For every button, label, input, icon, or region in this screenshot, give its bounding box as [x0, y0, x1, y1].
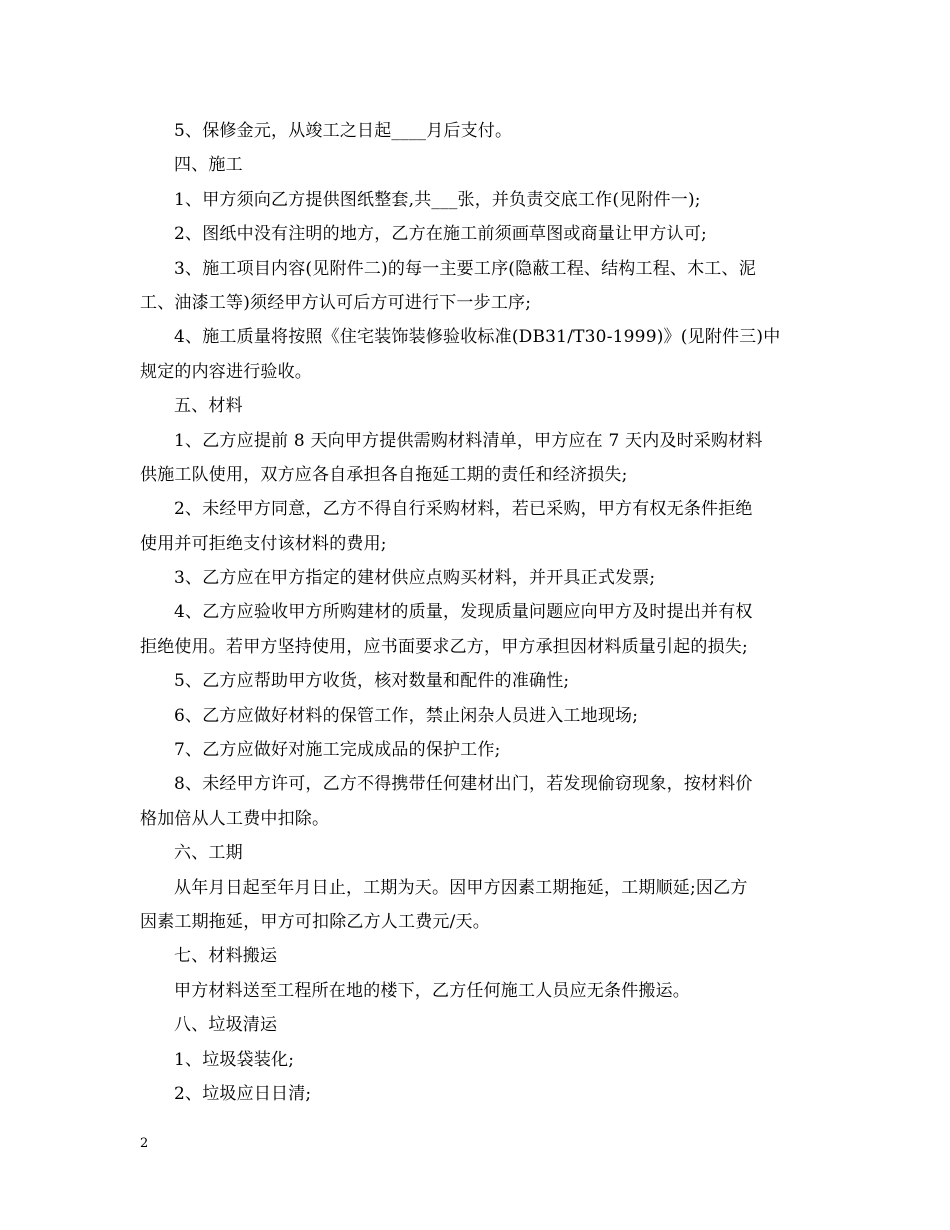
text-line: 2、图纸中没有注明的地方，乙方在施工前须画草图或商量让甲方认可; — [174, 224, 707, 245]
text-line: 5、乙方应帮助甲方收货，核对数量和配件的准确性; — [174, 671, 570, 692]
text-line: 规定的内容进行验收。 — [140, 361, 312, 382]
text-line: 1、乙方应提前 8 天向甲方提供需购材料清单，甲方应在 7 天内及时采购材料 — [174, 430, 763, 451]
text-line: 格加倍从人工费中扣除。 — [140, 808, 330, 829]
page-number: 2 — [140, 1136, 149, 1151]
text-line: 2、垃圾应日日清; — [174, 1083, 312, 1104]
text-line: 4、施工质量将按照《住宅装饰装修验收标准(DB31/T30-1999)》(见附件三)中 — [174, 327, 781, 348]
text-line: 3、乙方应在甲方指定的建材供应点购买材料，并开具正式发票; — [174, 568, 656, 589]
text-line: 1、甲方须向乙方提供图纸整套,共___张，并负责交底工作(见附件一); — [174, 189, 701, 210]
text-line: 从年月日起至年月日止，工期为天。因甲方因素工期拖延，工期顺延;因乙方 — [174, 877, 748, 898]
text-line: 甲方材料送至工程所在地的楼下，乙方任何施工人员应无条件搬运。 — [174, 980, 690, 1001]
text-line: 六、工期 — [174, 843, 243, 864]
text-line: 五、材料 — [174, 396, 243, 417]
text-line: 5、保修金元，从竣工之日起____月后支付。 — [174, 121, 513, 141]
text-line: 供施工队使用，双方应各自承担各自拖延工期的责任和经济损失; — [140, 464, 628, 485]
text-line: 8、未经甲方许可，乙方不得携带任何建材出门，若发现偷窃现象，按材料价 — [174, 774, 753, 795]
text-line: 6、乙方应做好材料的保管工作，禁止闲杂人员进入工地现场; — [174, 705, 639, 726]
text-line: 八、垃圾清运 — [174, 1015, 278, 1036]
text-line: 七、材料搬运 — [174, 946, 278, 967]
text-line: 1、垃圾袋装化; — [174, 1049, 295, 1070]
text-line: 2、未经甲方同意，乙方不得自行采购材料，若已采购，甲方有权无条件拒绝 — [174, 499, 753, 520]
text-line: 四、施工 — [174, 155, 243, 176]
text-line: 工、油漆工等)须经甲方认可后方可进行下一步工序; — [140, 292, 532, 313]
document-body — [140, 114, 812, 1111]
text-line: 使用并可拒绝支付该材料的费用; — [140, 533, 387, 554]
text-line: 7、乙方应做好对施工完成成品的保护工作; — [174, 740, 501, 761]
text-line: 3、施工项目内容(见附件二)的每一主要工序(隐蔽工程、结构工程、木工、泥 — [174, 258, 756, 279]
text-line: 拒绝使用。若甲方坚持使用，应书面要求乙方，甲方承担因材料质量引起的损失; — [140, 636, 748, 657]
text-line: 因素工期拖延，甲方可扣除乙方人工费元/天。 — [140, 911, 490, 932]
text-line: 4、乙方应验收甲方所购建材的质量，发现质量问题应向甲方及时提出并有权 — [174, 602, 753, 623]
